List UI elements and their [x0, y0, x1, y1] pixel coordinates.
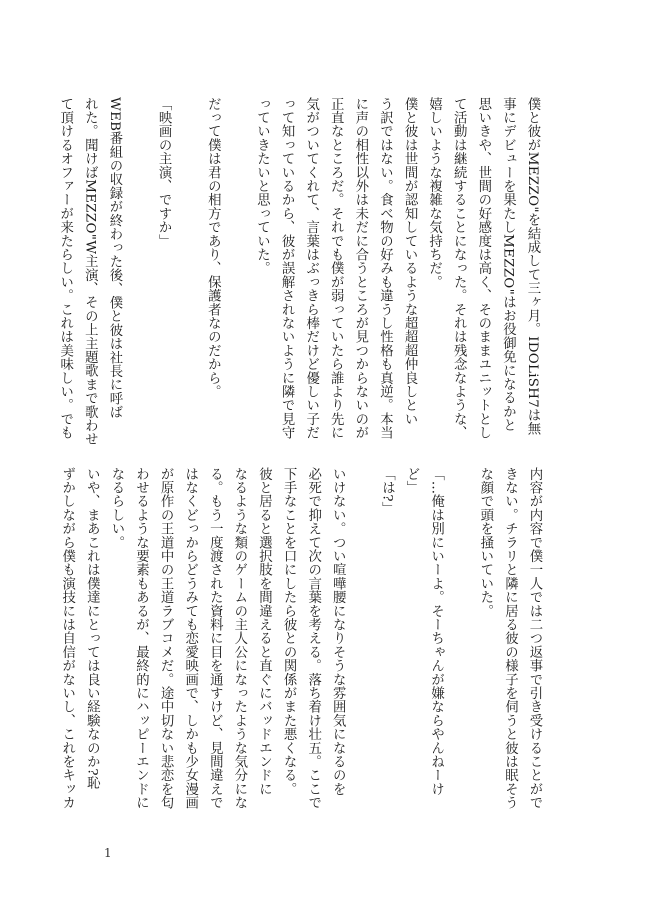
text-column: 下手なことを口にしたら彼との関係がまた悪くなる。: [281, 467, 297, 796]
text-column: て頂けるオファーが来たらしい。これは美味しい。でも: [57, 97, 73, 440]
text-column: なるらしい。: [108, 467, 124, 550]
text-column: う訳ではない。食べ物の好みも違うし性格も真逆。本当: [377, 97, 393, 440]
text-column: っていきたいと思っていた。: [254, 97, 270, 276]
text-column: って知っているから、彼が誤解されないように隣で見守: [279, 97, 295, 440]
text-column: る。もう一度渡された資料に目を通すけど、見間違えで: [207, 467, 223, 810]
text-column: [224, 97, 249, 433]
text-column: 気がついてくれて、言葉はぶっきら棒だけど優しい子だ: [303, 97, 319, 440]
text-column: 「映画の主演、ですか」: [156, 97, 172, 248]
text-column: に声の相性以外は未だに合うところが見つからないのが: [352, 97, 368, 440]
text-column: だって僕は君の相方であり、保護者なのだから。: [205, 97, 221, 399]
text-column: わせるような要素もあるが、最終的にハッピーエンドに: [133, 467, 149, 810]
text-column: 必死で抑えて次の言葉を考える。落ち着け壮五。ここで: [305, 467, 321, 810]
text-column: て活動は継続することになった。それは残念なような、: [451, 97, 467, 440]
text-column: 内容が内容で僕一人では二つ返事で引き受けることがで: [527, 467, 542, 810]
upper-text-block: [57, 97, 544, 447]
text-column: [175, 97, 200, 433]
text-column: 「…俺は別にいーよ。そーちゃんが嫌ならやんねーけ: [428, 467, 444, 796]
text-column: いや、まあこれは僕達にとっては良い経験なのか?恥: [84, 467, 100, 790]
text-column: 彼と居ると選択肢を間違えると直ぐにバッドエンドに: [256, 467, 272, 796]
text-column: はなくどっからどうみても恋愛映画で、しかも少女漫画: [182, 467, 198, 810]
text-column: 嬉しいような複雑な気持ちだ。: [426, 97, 442, 289]
text-column: いけない。つい喧嘩腰になりそうな雰囲気になるのを: [330, 467, 346, 796]
text-column: [126, 97, 151, 433]
text-column: 正直なところだ。それでも僕が弱っていたら誰より先に: [328, 97, 344, 440]
text-column: ど」: [404, 467, 420, 495]
text-column: [349, 467, 374, 803]
text-column: れた。聞けばMEZZO"W主演、その上主題歌まで歌わせ: [82, 97, 98, 447]
text-column: ずかしながら僕も演技には自信がないし、これをキッカ: [59, 467, 75, 810]
text-column: 「は?」: [379, 467, 395, 516]
text-column: な顔で頭を掻いていた。: [477, 467, 493, 618]
text-column: 思いきや、世間の好感度は高く、そのままユニットとし: [475, 97, 491, 440]
text-column: が原作の王道中の王道ラブコメだ。途中切ない悲恋を匂: [158, 467, 174, 810]
lower-text-block: [59, 467, 546, 810]
page-number: 1: [104, 846, 112, 860]
text-column: きない。チラリと隣に居る彼の様子を伺うと彼は眠そう: [502, 467, 518, 810]
text-column: なるような類のゲームの主人公になったような気分にな: [231, 467, 247, 810]
text-column: 僕と彼は世間が認知しているような超超超仲良しとい: [402, 97, 418, 426]
text-column: WEB番組の収録が終わった後、僕と彼は社長に呼ば: [106, 97, 122, 419]
text-column: 僕と彼がMEZZO"を結成して三ヶ月。IDOLiSH7は無: [525, 97, 540, 436]
text-column: 事にデビューを果たしMEZZO"はお役御免になるかと: [500, 97, 516, 433]
text-column: [448, 467, 473, 803]
